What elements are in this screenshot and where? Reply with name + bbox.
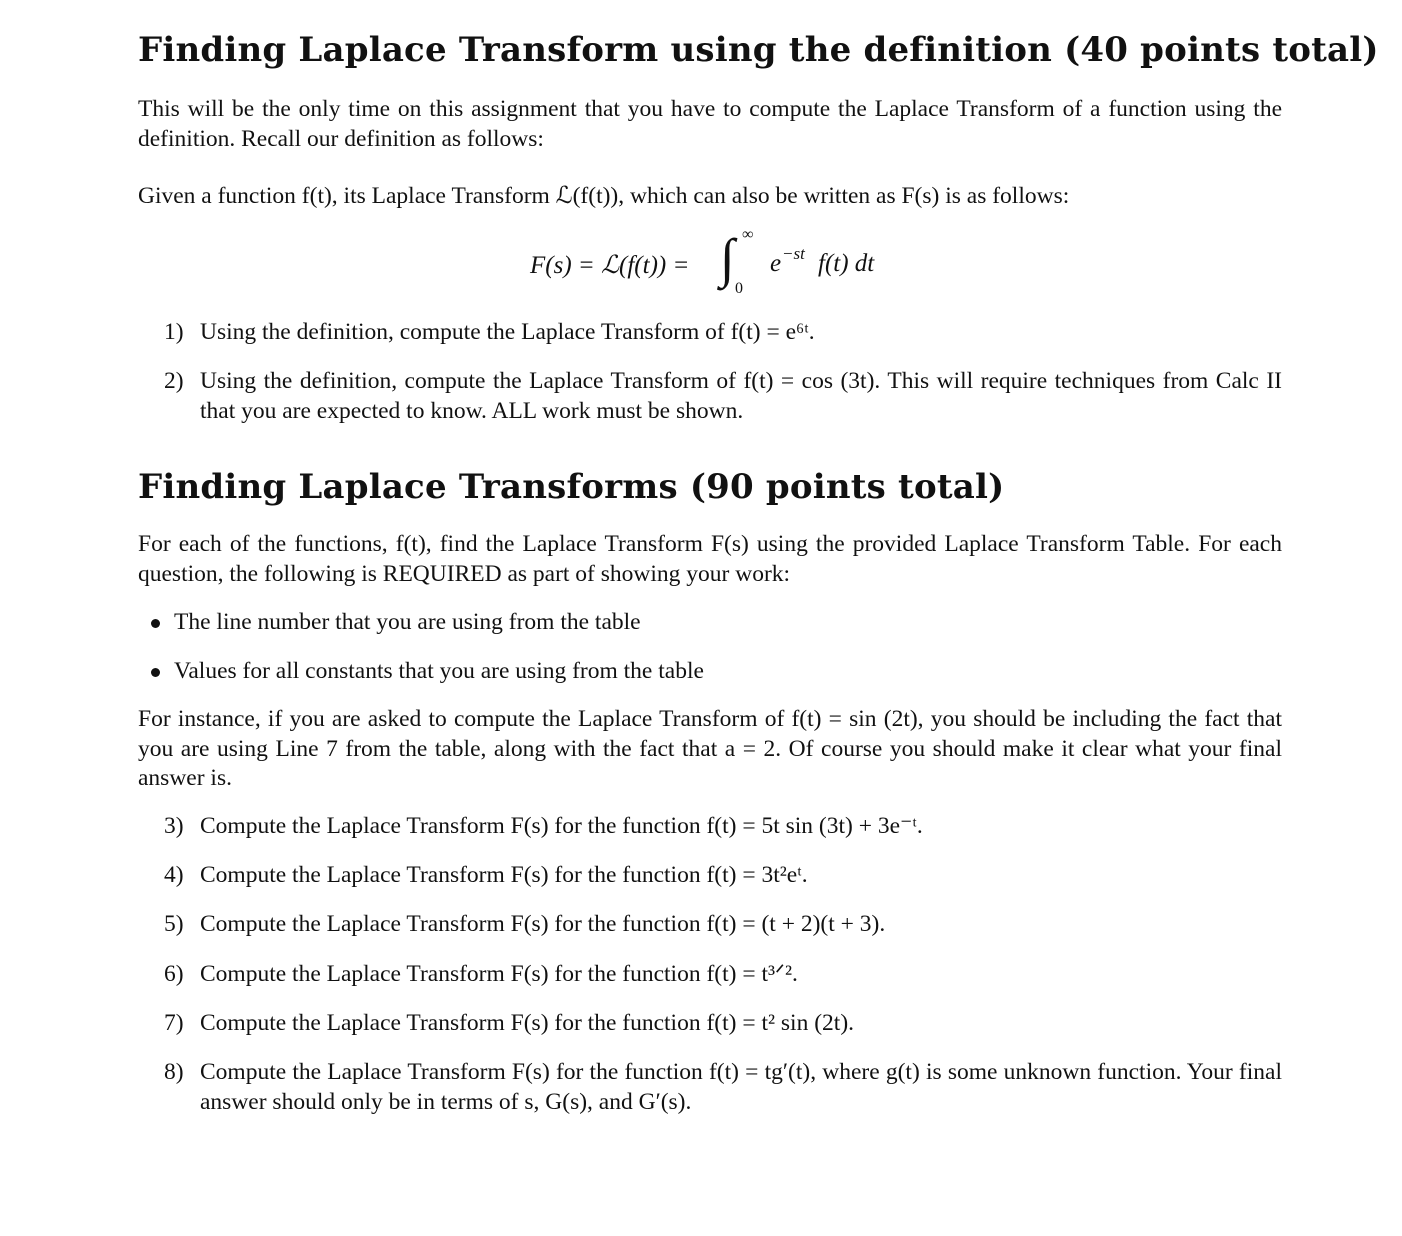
question-7	[164, 1009, 1282, 1039]
bullet-text: The line number that you are using from the table	[174, 609, 641, 635]
bullet-text: Values for all constants that you are using from the table	[174, 658, 704, 684]
bullet-dot	[151, 619, 160, 628]
question-text: Compute the Laplace Transform F(s) for the function f(t) = 5t sin (3t) + 3e⁻ᵗ.	[200, 813, 923, 839]
question-text: Compute the Laplace Transform F(s) for the function f(t) = 3t²eᵗ.	[200, 862, 808, 888]
question-text: Using the definition, compute the Laplace Transform of f(t) = e⁶ᵗ.	[200, 319, 815, 345]
section2-intro: For each of the functions, f(t), find the Laplace Transform F(s) using the provided Laplace Transform Table. For each question, the following is REQUIRED as part of showing your work:	[138, 531, 1282, 587]
bullet-item-constants	[174, 657, 704, 687]
question-number: 6)	[164, 961, 184, 987]
section2-title: Finding Laplace Transforms (90 points total)	[138, 467, 1005, 507]
question-text: Compute the Laplace Transform F(s) for the function f(t) = (t + 2)(t + 3).	[200, 911, 886, 937]
section1-intro: This will be the only time on this assignment that you have to compute the Laplace Transform of a function using the definition. Recall our definition as follows:	[138, 96, 1282, 152]
question-3	[164, 812, 1282, 842]
question-number: 1)	[164, 319, 184, 345]
bullet-dot	[151, 668, 160, 677]
question-text: Compute the Laplace Transform F(s) for the function f(t) = t³ᐟ².	[200, 961, 798, 987]
bullet-item-line-number	[174, 608, 641, 638]
question-number: 2)	[164, 368, 184, 394]
question-number: 8)	[164, 1059, 184, 1085]
question-number: 7)	[164, 1010, 184, 1036]
question-number: 5)	[164, 911, 184, 937]
question-number: 3)	[164, 813, 184, 839]
question-2	[164, 367, 1282, 426]
question-1	[164, 318, 1282, 348]
integral-lower-limit: 0	[735, 280, 743, 297]
question-8	[164, 1058, 1282, 1117]
question-text: Compute the Laplace Transform F(s) for the function f(t) = tg′(t), where g(t) is some unknown function. Your final answer should only be in terms of s, G(s), and G′(s).	[200, 1059, 1282, 1115]
formula-rest: f(t) dt	[818, 250, 875, 277]
formula-exponent: −st	[782, 244, 805, 263]
question-text: Compute the Laplace Transform F(s) for the function f(t) = t² sin (2t).	[200, 1010, 855, 1036]
question-6	[164, 960, 1282, 990]
question-text: Using the definition, compute the Laplace Transform of f(t) = cos (3t). This will require techniques from Calc II that you are expected to know. ALL work must be shown.	[200, 368, 1282, 424]
section1-given: Given a function f(t), its Laplace Transform ℒ(f(t)), which can also be written as F(s) is as follows:	[138, 183, 1070, 209]
question-5	[164, 910, 1282, 940]
formula-base: e	[770, 250, 782, 277]
formula-lhs: F(s) = ℒ(f(t)) =	[530, 252, 690, 279]
integral-upper-limit: ∞	[742, 226, 754, 243]
section1-title: Finding Laplace Transform using the definition (40 points total)	[138, 30, 1379, 70]
integral-sign: ∫	[720, 228, 735, 288]
question-number: 4)	[164, 862, 184, 888]
question-4	[164, 861, 1282, 891]
section2-instance-paragraph: For instance, if you are asked to compute the Laplace Transform of f(t) = sin (2t), you should be including the fact that you are using Line 7 from the table, along with the fact that a = 2. Of course you should make it clear what your final answer is.	[138, 706, 1282, 791]
